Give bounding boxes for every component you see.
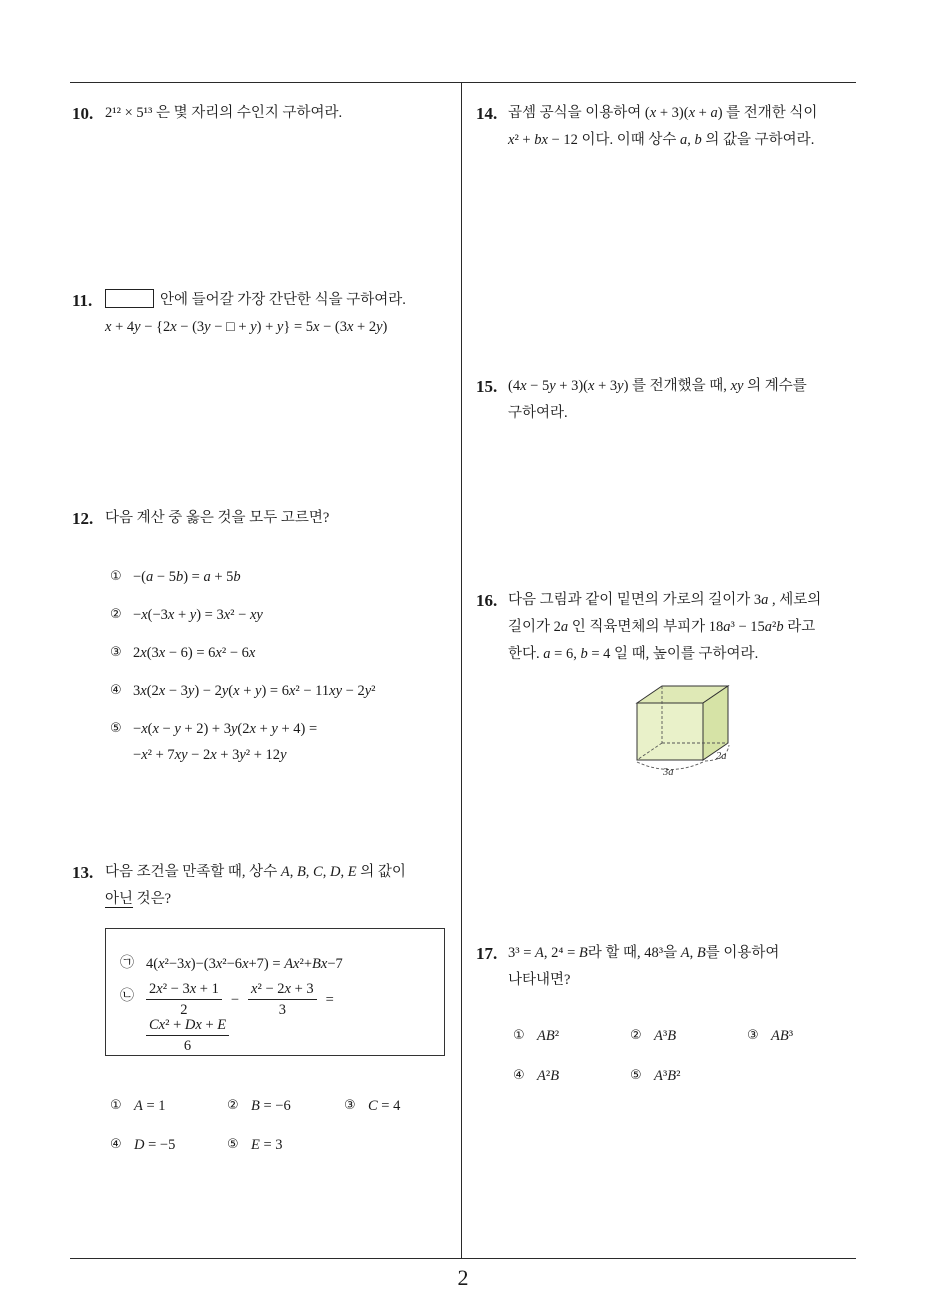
question-text: 안에 들어갈 가장 간단한 식을 구하여라. bbox=[160, 292, 406, 308]
question-number: 13. bbox=[72, 863, 94, 882]
choice-mark: ③ bbox=[747, 1028, 759, 1043]
question-number: 10. bbox=[72, 104, 94, 123]
question-16 bbox=[476, 587, 822, 778]
question-number: 14. bbox=[476, 104, 498, 123]
question-text-line: 2¹² × 5¹³ 은 몇 자리의 수인지 구하여라. bbox=[105, 105, 343, 121]
question-number: 11. bbox=[72, 291, 93, 310]
question-12 bbox=[72, 505, 376, 763]
question-text-line: 다음 그림과 같이 밑면의 가로의 길이가 3a , 세로의 bbox=[508, 592, 822, 608]
top-rule bbox=[70, 82, 856, 83]
choice-item bbox=[110, 564, 376, 590]
choice-item bbox=[110, 716, 376, 768]
answer-blank-box bbox=[105, 289, 154, 308]
question-body bbox=[508, 940, 779, 994]
question-text-line: 길이가 2a 인 직육면체의 부피가 18a³ − 15a²b 라고 bbox=[508, 619, 816, 635]
question-body bbox=[508, 587, 821, 668]
choice-text-continuation: −x² + 7xy − 2x + 3y² + 12y bbox=[133, 747, 287, 763]
choice-grid bbox=[110, 1093, 461, 1158]
choice-text: −(a − 5b) = a + 5b bbox=[133, 569, 241, 585]
choice-mark: ④ bbox=[110, 1137, 122, 1152]
question-number: 15. bbox=[476, 377, 498, 396]
fraction bbox=[146, 1015, 229, 1056]
choice-mark: ② bbox=[630, 1028, 642, 1043]
question-text-line bbox=[105, 287, 406, 314]
choice-item bbox=[513, 1063, 630, 1089]
choice-item bbox=[227, 1132, 344, 1158]
choice-text: A³B² bbox=[654, 1068, 681, 1084]
question-text-line: 나타내면? bbox=[508, 972, 571, 988]
question-equation: x + 4y − {2x − (3y − □ + y) + y} = 5x − (3x + 2y) bbox=[105, 319, 388, 335]
question-body bbox=[105, 505, 329, 532]
choice-item bbox=[110, 678, 376, 704]
question-body bbox=[105, 859, 406, 913]
bottom-rule bbox=[70, 1258, 856, 1259]
fraction-numerator: x² − 2x + 3 bbox=[248, 979, 317, 1000]
question-text-line: 한다. a = 6, b = 4 일 때, 높이를 구하여라. bbox=[508, 646, 759, 662]
choice-item bbox=[513, 1023, 630, 1049]
question-body bbox=[508, 373, 807, 427]
cuboid-figure bbox=[630, 680, 742, 778]
choice-text: A²B bbox=[537, 1068, 560, 1084]
choice-mark: ② bbox=[227, 1098, 239, 1113]
choice-grid bbox=[513, 1023, 864, 1089]
choice-item bbox=[227, 1093, 344, 1119]
choice-text: C = 4 bbox=[368, 1098, 401, 1114]
choice-text: 3x(2x − 3y) − 2y(x + y) = 6x² − 11xy − 2y² bbox=[133, 683, 376, 699]
question-text-line: (4x − 5y + 3)(x + 3y) 를 전개했을 때, xy 의 계수를 bbox=[508, 378, 807, 394]
choice-text: B = −6 bbox=[251, 1098, 291, 1114]
choice-text-block bbox=[133, 716, 317, 768]
question-17 bbox=[476, 940, 794, 1084]
fraction-numerator: Cx² + Dx + E bbox=[146, 1015, 229, 1036]
choice-item bbox=[110, 1132, 227, 1158]
choice-item bbox=[630, 1023, 747, 1049]
question-number: 17. bbox=[476, 944, 498, 963]
choice-text: −x(−3x + y) = 3x² − xy bbox=[133, 607, 263, 623]
question-text-line bbox=[105, 886, 406, 913]
depth-label: 2a bbox=[716, 751, 727, 762]
question-13 bbox=[72, 859, 406, 1153]
fraction-denominator: 3 bbox=[278, 1002, 286, 1018]
question-text-line: 곱셈 공식을 이용하여 (x + 3)(x + a) 를 전개한 식이 bbox=[508, 105, 818, 121]
choice-text: −x(x − y + 2) + 3y(2x + y + 4) = bbox=[133, 721, 318, 737]
fraction bbox=[146, 979, 222, 1020]
question-15 bbox=[476, 373, 807, 421]
choice-text: E = 3 bbox=[251, 1137, 283, 1153]
page-number: 2 bbox=[457, 1265, 469, 1290]
choice-mark: ⑤ bbox=[630, 1068, 642, 1083]
question-text: 것은? bbox=[133, 891, 172, 907]
condition-fraction-row bbox=[146, 1015, 229, 1056]
question-text-line: 다음 계산 중 옳은 것을 모두 고르면? bbox=[105, 510, 330, 526]
choice-text: A = 1 bbox=[134, 1098, 166, 1114]
choice-list bbox=[110, 564, 376, 780]
condition-mark: ㉠ bbox=[120, 956, 134, 971]
condition-fraction-row bbox=[146, 979, 343, 1020]
condition-box bbox=[105, 928, 445, 1056]
question-11 bbox=[72, 287, 406, 335]
choice-mark: ④ bbox=[110, 683, 122, 698]
fraction-denominator: 6 bbox=[183, 1038, 192, 1054]
width-label: 3a bbox=[663, 767, 674, 778]
choice-mark: ④ bbox=[513, 1068, 525, 1083]
choice-text: 2x(3x − 6) = 6x² − 6x bbox=[133, 645, 256, 661]
question-text-line: 구하여라. bbox=[508, 405, 568, 421]
underlined-emphasis: 아닌 bbox=[105, 891, 134, 907]
fraction-numerator: 2x² − 3x + 1 bbox=[146, 979, 222, 1000]
condition-equation: 4(x²−3x)−(3x²−6x+7) = Ax²+Bx−7 bbox=[146, 956, 343, 972]
condition-mark: ㉡ bbox=[120, 989, 134, 1004]
choice-item bbox=[630, 1063, 747, 1089]
choice-mark: ⑤ bbox=[227, 1137, 239, 1152]
cuboid-front-face bbox=[637, 703, 703, 760]
choice-text: AB² bbox=[537, 1028, 560, 1044]
choice-mark: ③ bbox=[344, 1098, 356, 1113]
question-text-line: 3³ = A, 2⁴ = B라 할 때, 48³을 A, B를 이용하여 bbox=[508, 945, 780, 961]
choice-item bbox=[344, 1093, 461, 1119]
question-number: 12. bbox=[72, 509, 94, 528]
choice-item bbox=[110, 602, 376, 628]
column-divider bbox=[461, 82, 462, 1259]
choice-mark: ① bbox=[513, 1028, 525, 1043]
question-14 bbox=[476, 100, 818, 148]
operator-equals: = bbox=[325, 991, 334, 1008]
choice-text: A³B bbox=[654, 1028, 677, 1044]
question-10 bbox=[72, 100, 343, 123]
fraction bbox=[248, 979, 317, 1020]
choice-item bbox=[747, 1023, 864, 1049]
operator-minus: − bbox=[230, 991, 240, 1008]
choice-item bbox=[110, 640, 376, 666]
choice-mark: ③ bbox=[110, 645, 122, 660]
question-body bbox=[105, 100, 342, 127]
choice-text: D = −5 bbox=[134, 1137, 176, 1153]
choice-text: AB³ bbox=[771, 1028, 794, 1044]
question-body bbox=[508, 100, 817, 154]
choice-item bbox=[110, 1093, 227, 1119]
question-body bbox=[105, 287, 406, 341]
choice-mark: ① bbox=[110, 1098, 122, 1113]
choice-mark: ① bbox=[110, 569, 122, 584]
choice-mark: ② bbox=[110, 607, 122, 622]
question-text-line: 다음 조건을 만족할 때, 상수 A, B, C, D, E 의 값이 bbox=[105, 864, 406, 880]
choice-mark: ⑤ bbox=[110, 721, 122, 736]
question-text-line: x² + bx − 12 이다. 이때 상수 a, b 의 값을 구하여라. bbox=[508, 132, 815, 148]
fraction-denominator: 2 bbox=[180, 1002, 188, 1018]
question-number: 16. bbox=[476, 591, 498, 610]
